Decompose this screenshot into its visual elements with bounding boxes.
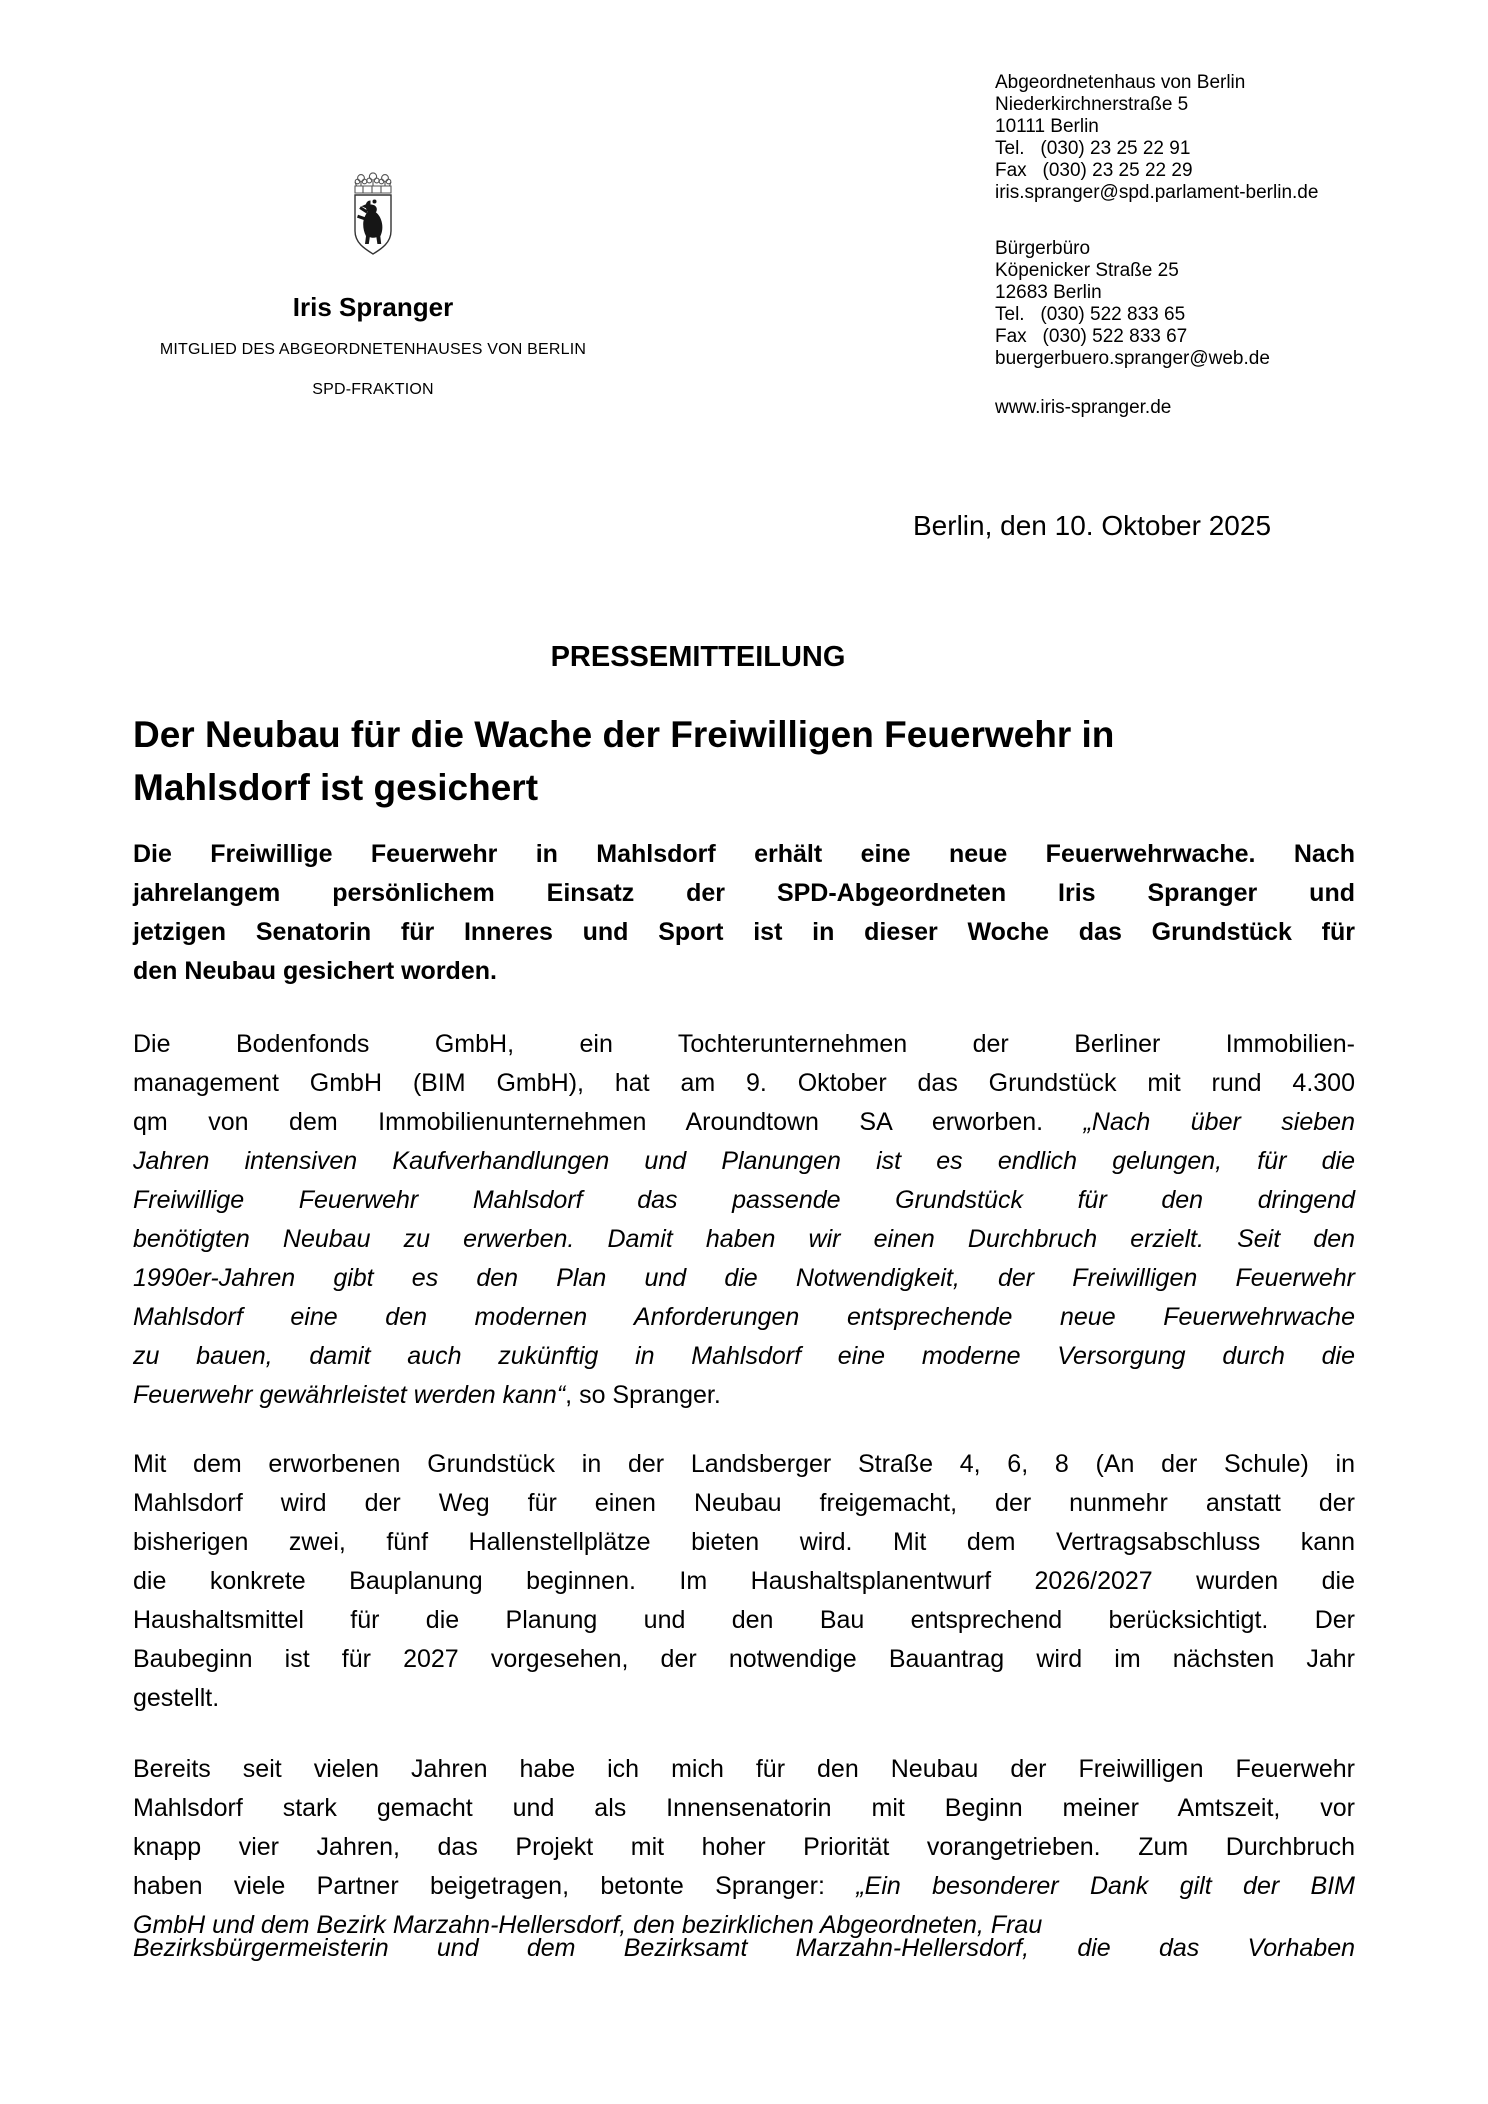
lead-paragraph: Die Freiwillige Feuerwehr in Mahlsdorf erhält eine neue Feuerwehrwache. Nach jahrelangem persönlichem Einsatz der SPD-Abgeordneten Iris Spranger und jetzigen Senatorin für Inneres und Sport ist in dieser Woche das Grundstück für den Neubau gesichert worden. — [133, 840, 1355, 985]
body-paragraph-2: Mit dem erworbenen Grundstück in der Landsberger Straße 4, 6, 8 (An der Schule) in Mahlsdorf wird der Weg für einen Neubau freigemacht, der nunmehr anstatt der bisherigen zwei, fünf Hallenstellplätze bieten wird. Mit dem Vertragsabschluss kann die konkrete Bauplanung beginnen. Im Haushaltsplanentwurf 2026/2027 wurden die Haushaltsmittel für die Planung und den Bau entsprechend berücksichtigt. Der Baubeginn ist für 2027 vorgesehen, der notwendige Bauantrag wird im nächsten Jahr gestellt. — [133, 1450, 1355, 1712]
press-release-label: PRESSEMITTEILUNG — [550, 641, 846, 673]
sender-name: Iris Spranger — [292, 292, 454, 322]
sender-fraction-line: SPD-FRAKTION — [312, 381, 434, 398]
website-url: www.iris-spranger.de — [995, 397, 1172, 418]
contact-parliament-block: Abgeordnetenhaus von Berlin Niederkirchnerstraße 5 10111 Berlin Tel. (030) 23 25 22 91 Fax (030) 23 25 22 29 iris.spranger@spd.parlament-berlin.de — [995, 72, 1319, 203]
body-paragraph-3: Bereits seit vielen Jahren habe ich mich für den Neubau der Freiwilligen Feuerwehr Mahlsdorf stark gemacht und als Innensenatorin mit Beginn meiner Amtszeit, vor knapp vier Jahren, das Projekt mit hoher Priorität vorangetrieben. Zum Durchbruch haben viele Partner beigetragen, betonte Spranger: „Ein besonderer Dank gilt der BIM GmbH und dem Bezirk Marzahn-Hellersdorf, den bezirklichen Abgeordneten, Frau — [133, 1755, 1355, 1939]
sender-role-line: MITGLIED DES ABGEORDNETENHAUSES VON BERLIN — [159, 341, 587, 358]
berlin-bear-coat-of-arms-icon — [341, 170, 405, 266]
dateline: Berlin, den 10. Oktober 2025 — [913, 510, 1272, 541]
contact-buergerbuero-block: Bürgerbüro Köpenicker Straße 25 12683 Berlin Tel. (030) 522 833 65 Fax (030) 522 833 67 buergerbuero.spranger@web.de — [995, 238, 1270, 369]
clipped-line-fragment: Bezirksbürgermeisterin und dem Bezirksamt Marzahn-Hellersdorf, die das Vorhaben — [133, 1934, 1355, 1962]
headline: Der Neubau für die Wache der Freiwilligen Feuerwehr in Mahlsdorf ist gesichert — [133, 714, 1115, 808]
body-paragraph-1: Die Bodenfonds GmbH, ein Tochterunternehmen der Berliner Immobilien- management GmbH (BIM GmbH), hat am 9. Oktober das Grundstück mit rund 4.300 qm von dem Immobilienunternehmen Aroundtown SA erworben. „Nach über sieben Jahren intensiven Kaufverhandlungen und Planungen ist es endlich gelungen, für die Freiwillige Feuerwehr Mahlsdorf das passende Grundstück für den dringend benötigten Neubau zu erwerben. Damit haben wir einen Durchbruch erzielt. Seit den 1990er-Jahren gibt es den Plan und die Notwendigkeit, der Freiwilligen Feuerwehr Mahlsdorf eine den modernen Anforderungen entsprechende neue Feuerwehrwache zu bauen, damit auch zukünftig in Mahlsdorf eine moderne Versorgung durch die Feuerwehr gewährleistet werden kann“, so Spranger. — [133, 1030, 1355, 1409]
